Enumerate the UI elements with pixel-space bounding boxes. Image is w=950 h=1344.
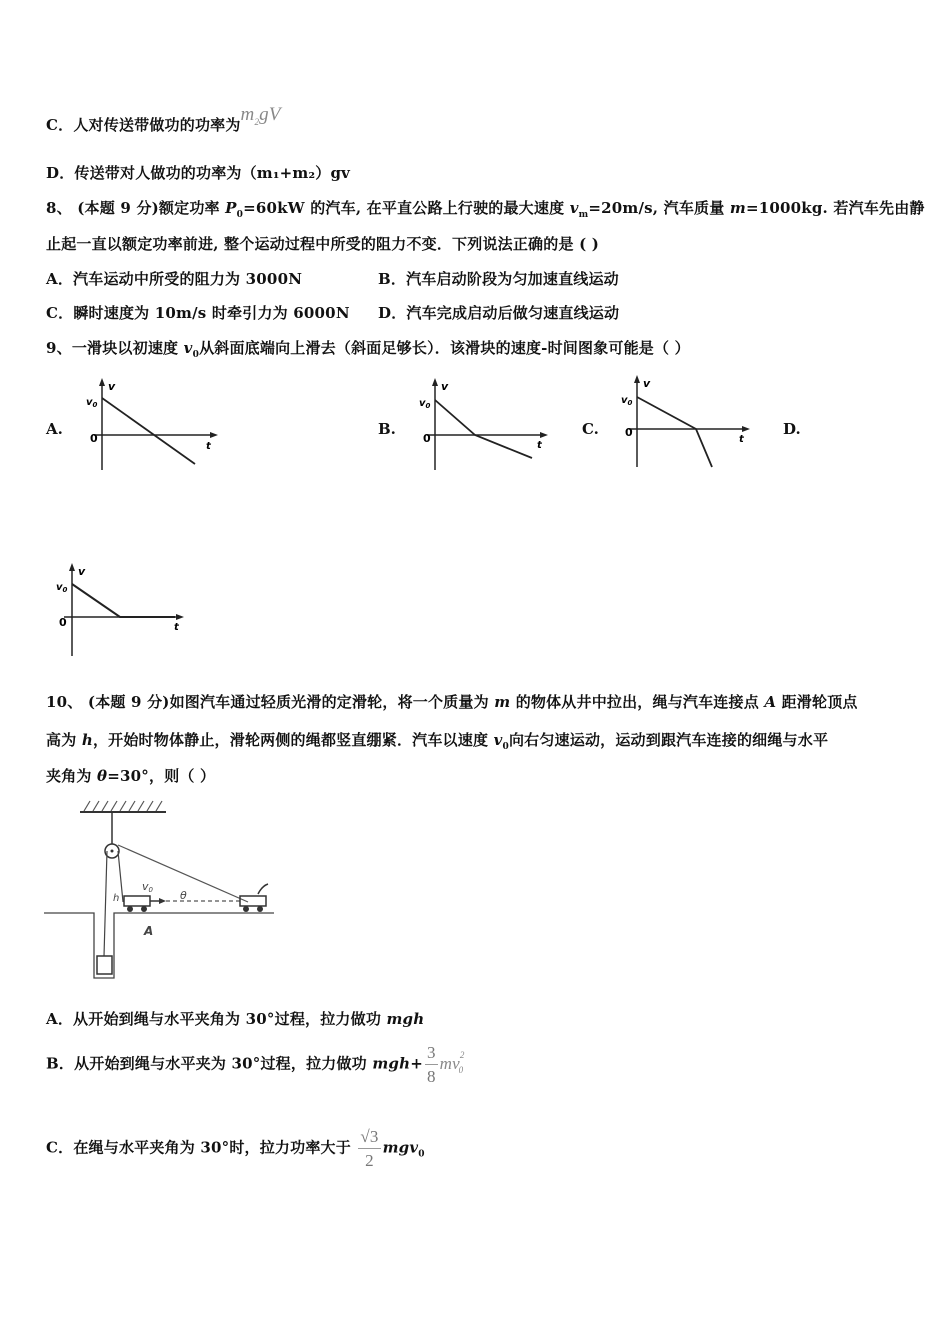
- q7-option-d: D．传送带对人做功的功率为（m₁+m₂）gv: [46, 164, 351, 182]
- vt-line: [637, 397, 712, 467]
- v0-label: $v_0$: [621, 395, 633, 407]
- t-axis-arrow: [540, 432, 548, 438]
- v-axis-arrow: [432, 378, 438, 386]
- q10-pulley-diagram: [44, 798, 274, 983]
- q10-stem-line1: 10、 (本题 9 分)如图汽车通过轻质光滑的定滑轮，将一个质量为 m 的物体从井中拉出，绳与汽车连接点 A 距滑轮顶点: [46, 693, 858, 711]
- v-label: v: [78, 565, 86, 578]
- zero-label: 0: [625, 426, 633, 439]
- v-axis-arrow: [69, 563, 75, 571]
- q8-option-b: B．汽车启动阶段为匀加速直线运动: [378, 270, 619, 288]
- t-axis-arrow: [742, 426, 750, 432]
- q9-label-a: A.: [46, 420, 63, 438]
- v-label: v: [441, 380, 449, 393]
- t-axis-arrow: [176, 614, 184, 620]
- q7-option-c: C．人对传送带做功的功率为$m_2gV$: [46, 104, 281, 134]
- q9-graph-c: [612, 372, 762, 472]
- q9-stem: 9、一滑块以初速度 $v_0$从斜面底端向上滑去（斜面足够长）．该滑块的速度-时间图象可能是（ ）: [46, 339, 690, 360]
- q8-option-a: A．汽车运动中所受的阻力为 3000N: [46, 270, 303, 288]
- q10-option-b: B．从开始到绳与水平夹为 30°过程，拉力做功 mgh+ $\frac{3}{8}$ $mv^2_0$: [46, 1043, 465, 1086]
- fig-A-label: A: [144, 924, 154, 938]
- q9-label-d: D.: [783, 420, 801, 438]
- v0-label: $v_0$: [56, 582, 68, 594]
- q8-option-d: D．汽车完成启动后做匀速直线运动: [378, 304, 620, 322]
- v-label: v: [108, 380, 116, 393]
- q10-option-b-fraction: $\frac{3}{8}$: [426, 1043, 436, 1086]
- t-label: t: [537, 440, 542, 451]
- q10-option-c-fraction: $\frac{√3}{2}$: [360, 1127, 379, 1170]
- vt-line: [435, 400, 532, 458]
- vt-line: [72, 584, 175, 617]
- q9-label-b: B.: [378, 420, 396, 438]
- t-label: t: [739, 434, 744, 445]
- ceiling-hatch: [84, 801, 162, 811]
- t-axis-arrow: [210, 432, 218, 438]
- q10-stem-line3: 夹角为 θ=30°，则（ ）: [46, 767, 216, 785]
- v-label: v: [643, 377, 651, 390]
- v-axis-arrow: [99, 378, 105, 386]
- q10-option-a: A．从开始到绳与水平夹角为 30°过程，拉力做功 mgh: [46, 1010, 425, 1028]
- q9-graph-b: [410, 375, 560, 475]
- fig-v0-label: v0: [142, 880, 153, 894]
- v0-label: $v_0$: [86, 397, 98, 409]
- rope-vertical-left: [104, 851, 107, 956]
- fig-h-label: h: [113, 893, 120, 904]
- q10-stem-line2: 高为 h，开始时物体静止，滑轮两侧的绳都竖直绷紧．汽车以速度 $v_0$向右匀速运动，运动到跟汽车连接的细绳与水平: [46, 731, 829, 752]
- fig-theta-label: θ: [180, 889, 187, 902]
- q9-graph-d: [50, 560, 200, 660]
- car-initial: [124, 896, 150, 906]
- q9-label-c: C.: [582, 420, 599, 438]
- t-label: t: [174, 622, 179, 633]
- v0-label: $v_0$: [419, 398, 431, 410]
- q8-stem-line1: 8、 (本题 9 分)额定功率 $P_0=60kW$ 的汽车, 在平直公路上行驶的最大速度 $v_m=20m/s$, 汽车质量 m=1000kg. 若汽车先由静: [46, 199, 925, 220]
- v-axis-arrow: [634, 375, 640, 383]
- ground-with-well: [44, 913, 274, 978]
- zero-label: 0: [59, 616, 67, 629]
- q7-option-c-formula: $m_2gV$: [240, 104, 281, 127]
- q10-option-c: C．在绳与水平夹角为 30°时，拉力功率大于 $\frac{√3}{2}$ mgv$_0$: [46, 1127, 425, 1170]
- q8-stem-line2: 止起一直以额定功率前进, 整个运动过程中所受的阻力不变．下列说法正确的是 ( ): [46, 235, 600, 253]
- car-final: [240, 896, 266, 906]
- q8-option-c: C．瞬时速度为 10m/s 时牵引力为 6000N: [46, 304, 350, 322]
- q9-graph-a: [80, 375, 230, 475]
- zero-label: 0: [90, 432, 98, 445]
- zero-label: 0: [423, 432, 431, 445]
- t-label: t: [206, 441, 211, 452]
- vt-line: [102, 398, 195, 464]
- block-m: [97, 956, 112, 974]
